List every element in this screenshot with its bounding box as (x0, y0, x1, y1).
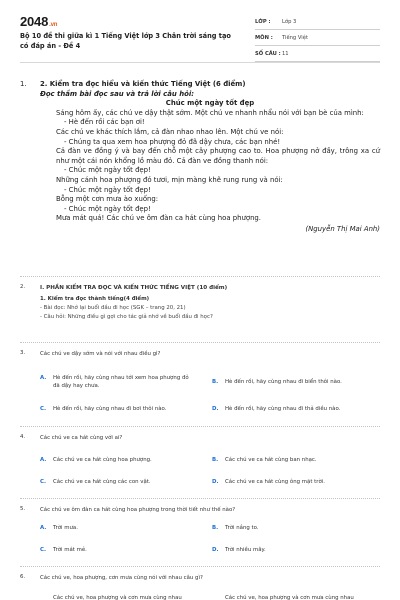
option-letter: C. (40, 406, 47, 412)
story-line: - Chúc một ngày tốt đẹp! (64, 185, 151, 194)
meta-subject-row (255, 30, 380, 46)
option-letter: C. (40, 479, 47, 485)
option-text: Các chú ve, hoa phượng và cơn mưa cùng nhau (53, 595, 182, 600)
option-text: Các chú ve, hoa phượng và cơn mưa cùng nhau (225, 595, 354, 600)
header-divider (20, 62, 380, 63)
option-text: Các chú ve ca hát cùng hoa phượng. (53, 457, 152, 463)
option-a[interactable] (40, 524, 190, 532)
option-a[interactable] (40, 456, 190, 464)
story-title: Chúc một ngày tốt đẹp (165, 99, 255, 108)
option-letter: B. (212, 379, 219, 385)
section-heading: 2. Kiểm tra đọc hiểu và kiến thức Tiếng Việt (6 điểm) (40, 80, 246, 88)
question-text: Các chú ve ôm đàn ca hát cùng hoa phượng trong thời tiết như thế nào? (40, 507, 236, 513)
option-b[interactable] (212, 378, 382, 386)
question-number: 5. (20, 506, 26, 512)
question-divider (20, 566, 380, 567)
meta-label: MÔN : (255, 34, 273, 41)
question-text: Các chú ve ca hát cùng với ai? (40, 435, 123, 441)
question-divider (20, 276, 380, 277)
option-text: Hè đến rồi, hãy cùng nhau đi biển thôi nào. (225, 379, 342, 385)
question-2 (40, 284, 380, 321)
story-line: Những cánh hoa phượng đỏ tươi, mịn màng khẽ rung rung và nói: (56, 175, 283, 184)
question-1 (20, 80, 380, 235)
logo-main: 2048 (20, 14, 49, 29)
story-author: (Nguyễn Thị Mai Anh) (305, 224, 380, 233)
option-letter: D. (212, 547, 219, 553)
subsection-title: 1. Kiểm tra đọc thành tiếng(4 điểm) (40, 296, 150, 302)
option-letter: B. (212, 525, 219, 531)
meta-label: SỐ CÂU : (255, 50, 281, 57)
story-line: - Chúc một ngày tốt đẹp! (64, 166, 151, 175)
section-title: I. PHẦN KIỂM TRA ĐỌC VÀ KIẾN THỨC TIẾNG VIỆT (10 điểm) (40, 285, 228, 291)
option-text: Trời nhiều mây. (225, 547, 266, 553)
option-c[interactable] (40, 546, 190, 554)
option-b[interactable] (212, 524, 382, 532)
question-divider (20, 342, 380, 343)
meta-class-row (255, 14, 380, 30)
option-letter: D. (212, 406, 219, 412)
story-line: Mưa mát quá! Các chú ve ôm đàn ca hát cùng hoa phượng. (56, 214, 261, 223)
option-b[interactable] (212, 594, 382, 600)
meta-value: Tiếng Việt (282, 34, 308, 41)
option-text: Các chú ve ca hát cùng các con vật. (53, 479, 151, 485)
question-number: 4. (20, 434, 26, 440)
bullet-item: - Bài đọc: Nhớ lại buổi đầu đi học (SGK – trang 20, 21) (40, 305, 186, 311)
meta-value: 11 (282, 50, 289, 57)
option-letter: A. (40, 525, 47, 531)
story-line: Bỗng một cơn mưa ào xuống: (56, 195, 159, 204)
question-number: 6. (20, 574, 26, 580)
story-line: Các chú ve khác thích lắm, cả đàn nhao nhao lên. Một chú ve nói: (56, 127, 284, 136)
option-text: Trời mưa. (53, 525, 78, 531)
option-d[interactable] (212, 546, 382, 554)
story-line: Cả đàn ve đồng ý và bay đến chỗ một cây phượng cao to. Hoa phượng nở đầy, trông xa cứ như một cái nón khổng lồ màu đỏ. Cả đàn ve đồng thanh nói: (56, 147, 380, 165)
question-number: 1. (20, 80, 27, 88)
question-text: Các chú ve, hoa phượng, cơn mưa cùng nói với nhau câu gì? (40, 575, 203, 581)
option-c[interactable] (40, 405, 190, 413)
story-line: - Chúng ta qua xem hoa phượng đỏ đã dậy chưa, các bạn nhé! (64, 137, 281, 146)
question-divider (20, 426, 380, 427)
option-c[interactable] (40, 478, 190, 486)
document-meta (255, 14, 380, 62)
question-divider (20, 498, 380, 499)
story-line: - Hè đến rồi các bạn ơi! (64, 118, 145, 127)
story-line: Sáng hôm ấy, các chú ve dậy thật sớm. Một chú ve nhanh nhẩu nói với bạn bè của mình: (56, 108, 364, 117)
logo-tld: .vn (49, 22, 58, 28)
option-text: Hè đến rồi, hãy cùng nhau đi bơi thôi nào. (53, 406, 167, 412)
question-number: 2. (20, 284, 26, 290)
document-title: Bộ 10 đề thi giữa kì 1 Tiếng Việt lớp 3 Chân trời sáng tạo có đáp án - Đề 4 (20, 32, 231, 50)
option-b[interactable] (212, 456, 382, 464)
bullet-item: - Câu hỏi: Những điều gì gợi cho tác giả nhớ về buổi đầu đi học? (40, 314, 213, 320)
option-letter: B. (212, 457, 219, 463)
question-body (40, 80, 380, 235)
option-letter: A. (40, 375, 47, 381)
option-text: Trời mát mẻ. (53, 547, 87, 553)
option-text: Hè đến rồi, hãy cùng nhau đi thả diều nào. (225, 406, 341, 412)
option-letter: D. (212, 479, 219, 485)
option-d[interactable] (212, 405, 382, 413)
option-d[interactable] (212, 478, 382, 486)
option-text: Trời nắng to. (225, 525, 259, 531)
option-a[interactable] (40, 374, 190, 390)
story-line: - Chúc một ngày tốt đẹp! (64, 204, 151, 213)
meta-value: Lớp 3 (282, 18, 297, 25)
site-logo[interactable] (20, 14, 57, 29)
option-letter: A. (40, 457, 47, 463)
option-text: Hè đến rồi, hãy cùng nhau tới xem hoa phượng đỏ đã dậy hay chưa. (53, 375, 189, 389)
option-letter: C. (40, 547, 47, 553)
question-number: 3. (20, 350, 26, 356)
instruction: Đọc thầm bài đọc sau và trả lời câu hỏi: (40, 89, 194, 98)
option-text: Các chú ve ca hát cùng ông mặt trời. (225, 479, 326, 485)
option-text: Các chú ve ca hát cùng ban nhạc. (225, 457, 317, 463)
question-text: Các chú ve dậy sớm và nói với nhau điều gì? (40, 351, 161, 357)
meta-label: LỚP : (255, 18, 271, 25)
option-a[interactable] (40, 594, 205, 600)
meta-count-row (255, 46, 380, 62)
